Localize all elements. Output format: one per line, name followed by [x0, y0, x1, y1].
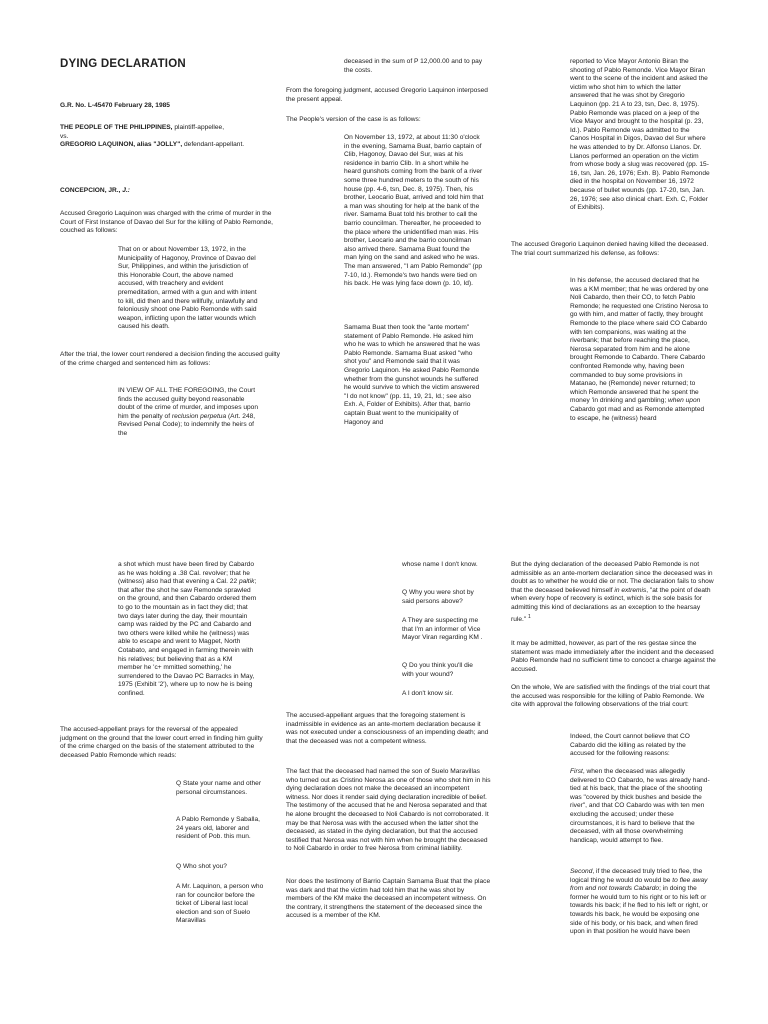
peoples-version-intro: The People's version of the case is as follows:	[286, 116, 421, 123]
first-label: First	[570, 768, 583, 775]
nor-does-paragraph: Nor does the testimony of Barrio Captain Samama Buat that the place was dark and that the victim had told him that he was shot by members of the KM make the deceased an incompetent witness. On the contrary, it strengthens the statement of the deceased since the accused is a member of the KM.	[286, 878, 491, 920]
second-reason	[570, 868, 710, 937]
indeed-paragraph: Indeed, the Court cannot believe that CO Cabardo did the killing as related by the accused for the following reasons:	[570, 733, 690, 758]
accused-name: GREGORIO LAQUINON, alias "JOLLY",	[60, 141, 183, 149]
res-gestae-paragraph: It may be admitted, however, as part of the res gestae since the statement was made immediately after the incident and the deceased Pablo Remonde had no sufficient time to concoct a charge against the accused.	[511, 640, 716, 673]
document-title: DYING DECLARATION	[60, 58, 186, 70]
nov13-narrative: On November 13, 1972, at about 11:30 o'clock in the evening, Samama Buat, barrio captain of Clib, Hagonoy, Davao del Sur, was at his residence in barrio Clib. In a short while he heard gunshots coming from the bank of a river some three hundred meters to the south of his house (pp. 4-6, tsn, Dec. 8, 1975). Then, his brother, Leocario Buat, arrived and told him that a man was shouting for help at the bank of the river. Samama Buat told his brother to call the barrio councilman. Thereafter, he proceeded to the place where the unidentified man was. His brother, Leocario and the barrio councilman also arrived there. Samama Buat found the man lying on the sand and asked who he was. The man answered, "I am Pablo Remonde" (pp 7-10, Id.). Remonde's two hands were tied on his back. He was lying face down (p. 10, Id).	[344, 134, 484, 288]
ruling-text-b: , "at the point of death when every hope of recovery is extinct, which is the sole basis for admitting this kind of declarations as an exception to the hearsay rule."	[511, 586, 711, 623]
shot-text-a: a shot which must have been fired by Cabardo as he was holding a .38 Cal. revolver; that he (witness) also had that evening a Cal. 22	[118, 561, 254, 586]
shot-narrative	[118, 561, 258, 699]
dispositive-text-b: (Art. 248, Revised Penal Code); to indemnify the heirs of the	[118, 412, 256, 437]
answer-who-shot: A Mr. Laquinon, a person who ran for councilor before the ticket of Liberal last local election and son of Suelo Maravillas	[176, 883, 264, 925]
defense-summary	[570, 277, 710, 423]
opening-paragraph: Accused Gregorio Laquinon was charged with the crime of murder in the Court of First Instance of Davao del Sur for the killing of Pablo Remonde, couched as follows:	[60, 210, 273, 235]
second-text-a: , if the deceased truly tried to flee, the logical thing he would do would be	[570, 868, 703, 884]
after-trial-paragraph: After the trial, the lower court rendered a decision finding the accused guilty of the crime charged and sentenced him as follows:	[60, 351, 280, 367]
ponente-name: CONCEPCION, JR.,	[60, 187, 123, 194]
prayer-paragraph: The accused-appellant prays for the reversal of the appealed judgment on the ground that the lower court erred in finding him guilty of the crime charged on the basis of the statement attributed to the deceased Pablo Remonde which reads:	[60, 726, 263, 759]
information-quote: That on or about November 13, 1972, in the Municipality of Hagonoy, Province of Davao del Sur, Philippines, and within the jurisdiction of this Honorable Court, the above named accused, with treachery and evident premeditation, armed with a gun and with intent to kill, did then and there willfully, unlawfully and feloniously shoot one Pablo Remonde with said weapon, inflicting upon the latter wounds which caused his death.	[118, 246, 258, 331]
plaintiff-role: plaintiff-appellee,	[172, 124, 225, 131]
second-label: Second	[570, 868, 593, 875]
dispositive-text-a: IN VIEW OF ALL THE FOREGOING, the Court finds the accused guilty beyond reasonable doubt of the crime of murder, and imposes upon him the penalty of	[118, 387, 259, 420]
shot-italic: paltik	[238, 578, 255, 586]
fact-paragraph: The fact that the deceased had named the son of Suelo Maravillas who turned out as Cristino Nerosa as one of those who shot him in his dying declaration does not make the deceased an incompetent witness. Nor does it render said dying declaration incredible of belief. The testimony of the accused that he and Nerosa separated and that he alone brought the deceased to Noli Cabardo is not corroborated. It may be that Nerosa was with the accused when the latter shot the deceased, as stated in the dying declaration, but that the accused testified that Nerosa was not with him when he brought the deceased to Noli Cabardo in order to free Nerosa from criminal liability.	[286, 768, 491, 853]
shot-text-b: ; that after the shot he saw Remonde sprawled on the ground, and then Cabardo ordered them to go to the mountain as in fact they did; that two days later during the day, their mountain camp was raided by the PC and Cabardo and two others were killed while he (witness) was able to escape and went to Magpet, North Cotabato, and engaged in farming therein with his relatives; but believing that as a KM member he 'c+ mmitted something,' he surrendered to the Davao PC Barracks in May, 1975 (Exhibit '2'), where up to now he is being confined.	[118, 578, 257, 697]
dispositive-quote	[118, 387, 258, 439]
case-parties	[60, 124, 285, 150]
footnote-ref[interactable]: 1	[528, 613, 531, 620]
defense-italic: when upon	[668, 397, 701, 405]
defense-text-a: In his defense, the accused declared that he was a KM member; that he was ordered by one Noli Cabardo, then their CO, to fetch Pablo Remonde; he requested one Cristino Nerosa to go with him, and matter of factly, they brought Remonde to the place where said CO Cabardo with ten companions, was waiting at the riverbank; that before reaching the place, Nerosa separated from him and he alone brought Remonde to Cabardo. There Cabardo confronted Remonde why, having been commanded to buy some provisions in Matanao, he (Remonde) never returned; to which Remonde answered that he spent the money 'in drinking and gambling;	[570, 277, 709, 405]
dispositive-continued: deceased in the sum of P 12,000.00 and to pay the costs.	[344, 58, 483, 74]
question-will-die: Q Do you think you'll die with your wound?	[402, 662, 473, 678]
whole-paragraph: On the whole, We are satisfied with the findings of the trial court that the accused was responsible for the killing of Pablo Remonde. We cite with approval the following observations of the trial court:	[511, 684, 710, 709]
second-italic: to flee away from and not towards Cabardo	[570, 876, 708, 893]
dying-declaration-paragraph	[511, 561, 716, 624]
versus: vs.	[60, 132, 69, 140]
first-reason	[570, 768, 710, 845]
question-name: Q State your name and other personal circumstances.	[176, 780, 262, 796]
second-text-b: ; in doing the former he would turn to his right or to his left or towards his back; if he fled to his left or right, or towards his back, he would be exposing one side of his body, or his back, and when fired upon in that position he would have been	[570, 885, 708, 936]
ruling-italic: in extremis	[614, 586, 647, 594]
plaintiff-name: THE PEOPLE OF THE PHILIPPINES,	[60, 124, 173, 131]
appeal-paragraph: From the foregoing judgment, accused Gregorio Laquinon interposed the present appeal.	[286, 87, 488, 103]
reported-narrative: reported to Vice Mayor Antonio Biran the shooting of Pablo Remonde. Vice Mayor Biran went to the scene of the incident and asked the victim who shot him to which the latter answered that he was shot by Gregorio Laquinon (pp. 21 A to 23, tsn, Dec. 8, 1975). Pablo Remonde was placed on a jeep of the Vice Mayor and brought to the hospital (p. 23, Id.). Pablo Remonde was admitted to the Canos Hospital in Digos, Davao del Sur where he was attended to by Dr. Alfonso Llanos. Dr. Llanos performed an operation on the victim from whose body a slug was recovered (pp. 15-16, tsn, Jan. 26, 1976; Exh. B). Pablo Remonde died in the hospital on November 16, 1972 because of bullet wounds (pp. 17-20, tsn, Jan. 26, 1976; see also clinical chart. Exh. C, Folder of Exhibits).	[570, 58, 710, 212]
dispositive-italic: reclusion perpetua	[171, 412, 227, 420]
accused-role: defendant-appellant.	[182, 141, 245, 149]
first-text: , when the deceased was allegedly delivered to CO Cabardo, he was already hand-tied at his back, that the place of the shooting was "covered by thick bushes and beside the river", and that CO Cabardo was with ten men excluding the accused; under these circumstances, it is hard to believe that the deceased, with all those overwhelming handicap, would attempt to flee.	[570, 768, 710, 844]
question-who-shot: Q Who shot you?	[176, 863, 227, 870]
question-why-shot: Q Why you were shot by said persons above?	[402, 589, 474, 605]
defense-text-b: Cabardo got mad and as Remonde attempted to escape, he (witness) heard	[570, 405, 705, 422]
answer-who-shot-continued: whose name I don't know.	[402, 561, 478, 568]
argument-paragraph: The accused-appellant argues that the foregoing statement is inadmissible in evidence as an ante-mortem declaration because it was not executed under a consciousness of an impending death; and that the deceased was not a competent witness.	[286, 712, 489, 745]
samama-narrative: Samama Buat then took the "ante mortem" statement of Pablo Remonde. He asked him who he was to which he answered that he was Pablo Remonde. Samama Buat asked "who shot you" and Remonde said that it was Gregorio Laquinon. He asked Pablo Remonde whether from the gunshot wounds he suffered he would survive to which the victim answered "I do not know" (pp. 11, 19, 21, Id.; see also Exh. A, Folder of Exhibits). After that, barrio captain Buat went to the municipality of Hagonoy and	[344, 324, 480, 426]
ponente-suffix: J.:	[122, 187, 130, 194]
answer-why-shot: A They are suspecting me that I'm an informer of Vice Mayor Viran regarding KM .	[402, 617, 483, 642]
denial-paragraph: The accused Gregorio Laquinon denied having killed the deceased. The trial court summarized his defense, as follows:	[511, 241, 709, 257]
ruling-text-a: But the dying declaration of the deceased Pablo Remonde is not admissible as an ante-mortem declaration since the deceased was in doubt as to whether he would die or not. The declaration fails to show that the deceased believed himself	[511, 561, 714, 594]
case-number: G.R. No. L-45470 February 28, 1985	[60, 102, 170, 109]
answer-name: A Pablo Remonde y Saballa, 24 years old, laborer and resident of Pob. this mun.	[176, 816, 260, 841]
ponente	[60, 187, 285, 196]
answer-will-die: A I don't know sir.	[402, 690, 454, 697]
